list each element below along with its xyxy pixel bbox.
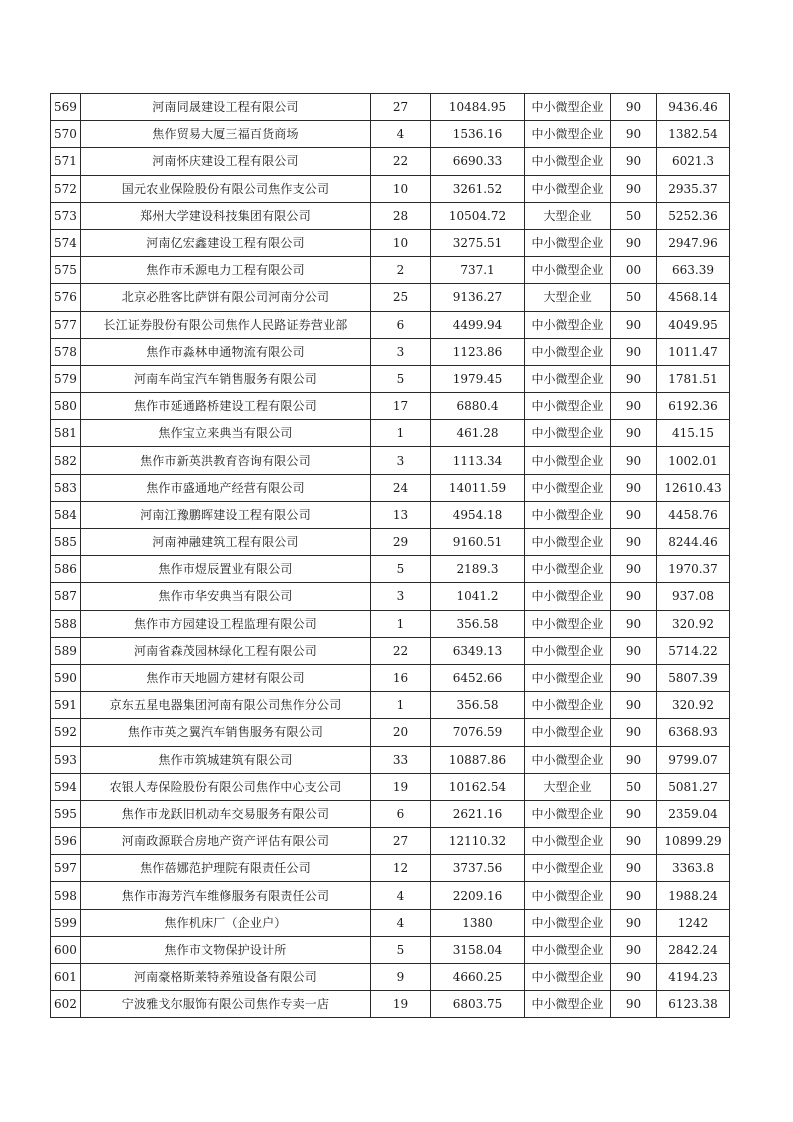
company-name-cell: 宁波雅戈尔服饰有限公司焦作专卖一店 [81, 991, 371, 1018]
rate-cell: 90 [611, 229, 657, 256]
row-number-cell: 602 [51, 991, 81, 1018]
headcount-cell: 27 [371, 828, 431, 855]
headcount-cell: 5 [371, 365, 431, 392]
document-page [50, 93, 729, 1018]
company-name-cell: 河南神融建筑工程有限公司 [81, 529, 371, 556]
subsidy-cell: 5081.27 [657, 773, 730, 800]
headcount-cell: 4 [371, 882, 431, 909]
headcount-cell: 1 [371, 692, 431, 719]
headcount-cell: 12 [371, 855, 431, 882]
company-name-cell: 河南怀庆建设工程有限公司 [81, 148, 371, 175]
rate-cell: 90 [611, 692, 657, 719]
headcount-cell: 17 [371, 393, 431, 420]
rate-cell: 90 [611, 311, 657, 338]
row-number-cell: 593 [51, 746, 81, 773]
rate-cell: 50 [611, 773, 657, 800]
table-row [51, 365, 730, 392]
company-name-cell: 焦作市龙跃旧机动车交易服务有限公司 [81, 800, 371, 827]
company-name-cell: 京东五星电器集团河南有限公司焦作分公司 [81, 692, 371, 719]
row-number-cell: 581 [51, 420, 81, 447]
subsidy-cell: 6368.93 [657, 719, 730, 746]
amount-cell: 1979.45 [431, 365, 525, 392]
company-name-cell: 焦作市煜辰置业有限公司 [81, 556, 371, 583]
row-number-cell: 575 [51, 257, 81, 284]
amount-cell: 9160.51 [431, 529, 525, 556]
company-name-cell: 河南亿宏鑫建设工程有限公司 [81, 229, 371, 256]
enterprise-type-cell: 中小微型企业 [525, 311, 611, 338]
enterprise-type-cell: 中小微型企业 [525, 909, 611, 936]
amount-cell: 1041.2 [431, 583, 525, 610]
company-name-cell: 焦作贸易大厦三福百货商场 [81, 121, 371, 148]
rate-cell: 90 [611, 909, 657, 936]
rate-cell: 90 [611, 882, 657, 909]
rate-cell: 90 [611, 583, 657, 610]
rate-cell: 90 [611, 94, 657, 121]
enterprise-type-cell: 中小微型企业 [525, 556, 611, 583]
amount-cell: 1536.16 [431, 121, 525, 148]
rate-cell: 90 [611, 828, 657, 855]
amount-cell: 3275.51 [431, 229, 525, 256]
subsidy-cell: 12610.43 [657, 474, 730, 501]
enterprise-type-cell: 中小微型企业 [525, 501, 611, 528]
rate-cell: 90 [611, 501, 657, 528]
row-number-cell: 584 [51, 501, 81, 528]
headcount-cell: 1 [371, 610, 431, 637]
subsidy-cell: 5807.39 [657, 664, 730, 691]
amount-cell: 6803.75 [431, 991, 525, 1018]
headcount-cell: 3 [371, 447, 431, 474]
subsidy-cell: 5252.36 [657, 202, 730, 229]
headcount-cell: 33 [371, 746, 431, 773]
amount-cell: 12110.32 [431, 828, 525, 855]
table-row [51, 719, 730, 746]
subsidy-cell: 320.92 [657, 692, 730, 719]
row-number-cell: 596 [51, 828, 81, 855]
subsidy-cell: 4458.76 [657, 501, 730, 528]
headcount-cell: 1 [371, 420, 431, 447]
rate-cell: 90 [611, 148, 657, 175]
row-number-cell: 585 [51, 529, 81, 556]
table-row [51, 773, 730, 800]
amount-cell: 2209.16 [431, 882, 525, 909]
enterprise-type-cell: 中小微型企业 [525, 991, 611, 1018]
table-row [51, 692, 730, 719]
headcount-cell: 2 [371, 257, 431, 284]
enterprise-type-cell: 中小微型企业 [525, 474, 611, 501]
rate-cell: 90 [611, 746, 657, 773]
company-name-cell: 河南江豫鹏晖建设工程有限公司 [81, 501, 371, 528]
amount-cell: 3261.52 [431, 175, 525, 202]
rate-cell: 90 [611, 474, 657, 501]
headcount-cell: 4 [371, 909, 431, 936]
enterprise-type-cell: 中小微型企业 [525, 529, 611, 556]
row-number-cell: 571 [51, 148, 81, 175]
row-number-cell: 574 [51, 229, 81, 256]
table-row [51, 610, 730, 637]
company-name-cell: 河南政源联合房地产资产评估有限公司 [81, 828, 371, 855]
table-row [51, 556, 730, 583]
table-row [51, 175, 730, 202]
headcount-cell: 13 [371, 501, 431, 528]
rate-cell: 90 [611, 936, 657, 963]
table-row [51, 828, 730, 855]
amount-cell: 2621.16 [431, 800, 525, 827]
table-row [51, 991, 730, 1018]
company-name-cell: 农银人寿保险股份有限公司焦作中心支公司 [81, 773, 371, 800]
row-number-cell: 601 [51, 964, 81, 991]
table-row [51, 447, 730, 474]
table-row [51, 311, 730, 338]
table-row [51, 393, 730, 420]
table-row [51, 855, 730, 882]
company-name-cell: 焦作市华安典当有限公司 [81, 583, 371, 610]
subsidy-cell: 4049.95 [657, 311, 730, 338]
row-number-cell: 579 [51, 365, 81, 392]
subsidy-cell: 4568.14 [657, 284, 730, 311]
row-number-cell: 586 [51, 556, 81, 583]
rate-cell: 90 [611, 610, 657, 637]
headcount-cell: 19 [371, 773, 431, 800]
enterprise-type-cell: 中小微型企业 [525, 447, 611, 474]
company-name-cell: 郑州大学建设科技集团有限公司 [81, 202, 371, 229]
amount-cell: 6349.13 [431, 637, 525, 664]
table-row [51, 94, 730, 121]
amount-cell: 356.58 [431, 610, 525, 637]
enterprise-type-cell: 中小微型企业 [525, 393, 611, 420]
subsidy-cell: 9799.07 [657, 746, 730, 773]
rate-cell: 90 [611, 529, 657, 556]
headcount-cell: 20 [371, 719, 431, 746]
headcount-cell: 5 [371, 936, 431, 963]
amount-cell: 10162.54 [431, 773, 525, 800]
table-row [51, 501, 730, 528]
company-name-cell: 河南车尚宝汽车销售服务有限公司 [81, 365, 371, 392]
enterprise-type-cell: 中小微型企业 [525, 420, 611, 447]
headcount-cell: 10 [371, 175, 431, 202]
row-number-cell: 578 [51, 338, 81, 365]
subsidy-cell: 2947.96 [657, 229, 730, 256]
row-number-cell: 577 [51, 311, 81, 338]
table-row [51, 284, 730, 311]
rate-cell: 90 [611, 719, 657, 746]
amount-cell: 461.28 [431, 420, 525, 447]
company-name-cell: 焦作市禾源电力工程有限公司 [81, 257, 371, 284]
row-number-cell: 594 [51, 773, 81, 800]
row-number-cell: 599 [51, 909, 81, 936]
row-number-cell: 582 [51, 447, 81, 474]
company-name-cell: 北京必胜客比萨饼有限公司河南分公司 [81, 284, 371, 311]
row-number-cell: 595 [51, 800, 81, 827]
row-number-cell: 570 [51, 121, 81, 148]
table-row [51, 529, 730, 556]
row-number-cell: 580 [51, 393, 81, 420]
enterprise-type-cell: 中小微型企业 [525, 637, 611, 664]
company-name-cell: 焦作机床厂（企业户） [81, 909, 371, 936]
table-row [51, 746, 730, 773]
subsidy-cell: 1242 [657, 909, 730, 936]
row-number-cell: 597 [51, 855, 81, 882]
table-row [51, 420, 730, 447]
company-name-cell: 焦作市天地圆方建材有限公司 [81, 664, 371, 691]
amount-cell: 10484.95 [431, 94, 525, 121]
subsidy-cell: 320.92 [657, 610, 730, 637]
headcount-cell: 28 [371, 202, 431, 229]
company-name-cell: 焦作市筑城建筑有限公司 [81, 746, 371, 773]
rate-cell: 90 [611, 338, 657, 365]
enterprise-type-cell: 中小微型企业 [525, 121, 611, 148]
amount-cell: 4499.94 [431, 311, 525, 338]
amount-cell: 10887.86 [431, 746, 525, 773]
enterprise-type-cell: 中小微型企业 [525, 94, 611, 121]
headcount-cell: 19 [371, 991, 431, 1018]
headcount-cell: 27 [371, 94, 431, 121]
enterprise-type-cell: 大型企业 [525, 773, 611, 800]
table-row [51, 257, 730, 284]
company-name-cell: 国元农业保险股份有限公司焦作支公司 [81, 175, 371, 202]
table-row [51, 229, 730, 256]
row-number-cell: 600 [51, 936, 81, 963]
headcount-cell: 6 [371, 800, 431, 827]
amount-cell: 1380 [431, 909, 525, 936]
row-number-cell: 598 [51, 882, 81, 909]
company-name-cell: 焦作市海芳汽车维修服务有限责任公司 [81, 882, 371, 909]
table-row [51, 637, 730, 664]
amount-cell: 7076.59 [431, 719, 525, 746]
company-name-cell: 焦作市方园建设工程监理有限公司 [81, 610, 371, 637]
amount-cell: 10504.72 [431, 202, 525, 229]
company-name-cell: 河南豪格斯莱特养殖设备有限公司 [81, 964, 371, 991]
rate-cell: 90 [611, 991, 657, 1018]
subsidy-cell: 6021.3 [657, 148, 730, 175]
enterprise-type-cell: 中小微型企业 [525, 746, 611, 773]
rate-cell: 90 [611, 800, 657, 827]
subsidy-cell: 10899.29 [657, 828, 730, 855]
subsidy-cell: 2359.04 [657, 800, 730, 827]
row-number-cell: 583 [51, 474, 81, 501]
amount-cell: 6690.33 [431, 148, 525, 175]
subsidy-cell: 2842.24 [657, 936, 730, 963]
row-number-cell: 591 [51, 692, 81, 719]
row-number-cell: 569 [51, 94, 81, 121]
company-name-cell: 河南省森茂园林绿化工程有限公司 [81, 637, 371, 664]
enterprise-type-cell: 中小微型企业 [525, 719, 611, 746]
table-row [51, 338, 730, 365]
table-row [51, 148, 730, 175]
subsidy-cell: 937.08 [657, 583, 730, 610]
row-number-cell: 576 [51, 284, 81, 311]
table-body [51, 94, 730, 1018]
rate-cell: 00 [611, 257, 657, 284]
rate-cell: 90 [611, 175, 657, 202]
enterprise-type-cell: 中小微型企业 [525, 610, 611, 637]
amount-cell: 1113.34 [431, 447, 525, 474]
subsidy-cell: 1011.47 [657, 338, 730, 365]
enterprise-type-cell: 中小微型企业 [525, 257, 611, 284]
company-name-cell: 焦作市英之翼汽车销售服务有限公司 [81, 719, 371, 746]
subsidy-cell: 6123.38 [657, 991, 730, 1018]
table-row [51, 909, 730, 936]
enterprise-type-cell: 中小微型企业 [525, 828, 611, 855]
subsidy-cell: 663.39 [657, 257, 730, 284]
headcount-cell: 16 [371, 664, 431, 691]
amount-cell: 14011.59 [431, 474, 525, 501]
subsidy-cell: 1781.51 [657, 365, 730, 392]
company-name-cell: 焦作市新英洪教育咨询有限公司 [81, 447, 371, 474]
subsidy-cell: 5714.22 [657, 637, 730, 664]
headcount-cell: 3 [371, 583, 431, 610]
enterprise-table [50, 93, 730, 1018]
amount-cell: 4660.25 [431, 964, 525, 991]
enterprise-type-cell: 中小微型企业 [525, 692, 611, 719]
headcount-cell: 24 [371, 474, 431, 501]
rate-cell: 50 [611, 284, 657, 311]
subsidy-cell: 1988.24 [657, 882, 730, 909]
enterprise-type-cell: 中小微型企业 [525, 664, 611, 691]
amount-cell: 6452.66 [431, 664, 525, 691]
amount-cell: 356.58 [431, 692, 525, 719]
rate-cell: 90 [611, 447, 657, 474]
headcount-cell: 4 [371, 121, 431, 148]
company-name-cell: 焦作蓓娜范护理院有限责任公司 [81, 855, 371, 882]
headcount-cell: 29 [371, 529, 431, 556]
rate-cell: 90 [611, 855, 657, 882]
enterprise-type-cell: 大型企业 [525, 202, 611, 229]
company-name-cell: 长江证券股份有限公司焦作人民路证券营业部 [81, 311, 371, 338]
company-name-cell: 焦作市淼林申通物流有限公司 [81, 338, 371, 365]
row-number-cell: 573 [51, 202, 81, 229]
enterprise-type-cell: 中小微型企业 [525, 936, 611, 963]
table-row [51, 800, 730, 827]
enterprise-type-cell: 中小微型企业 [525, 964, 611, 991]
table-row [51, 964, 730, 991]
amount-cell: 1123.86 [431, 338, 525, 365]
subsidy-cell: 3363.8 [657, 855, 730, 882]
rate-cell: 90 [611, 664, 657, 691]
company-name-cell: 焦作市文物保护设计所 [81, 936, 371, 963]
headcount-cell: 9 [371, 964, 431, 991]
enterprise-type-cell: 大型企业 [525, 284, 611, 311]
amount-cell: 3158.04 [431, 936, 525, 963]
company-name-cell: 焦作市盛通地产经营有限公司 [81, 474, 371, 501]
enterprise-type-cell: 中小微型企业 [525, 365, 611, 392]
row-number-cell: 589 [51, 637, 81, 664]
row-number-cell: 590 [51, 664, 81, 691]
enterprise-type-cell: 中小微型企业 [525, 338, 611, 365]
headcount-cell: 3 [371, 338, 431, 365]
enterprise-type-cell: 中小微型企业 [525, 855, 611, 882]
subsidy-cell: 415.15 [657, 420, 730, 447]
subsidy-cell: 9436.46 [657, 94, 730, 121]
table-row [51, 474, 730, 501]
rate-cell: 90 [611, 121, 657, 148]
headcount-cell: 10 [371, 229, 431, 256]
subsidy-cell: 6192.36 [657, 393, 730, 420]
enterprise-type-cell: 中小微型企业 [525, 882, 611, 909]
table-row [51, 882, 730, 909]
rate-cell: 90 [611, 365, 657, 392]
subsidy-cell: 4194.23 [657, 964, 730, 991]
headcount-cell: 25 [371, 284, 431, 311]
table-row [51, 936, 730, 963]
amount-cell: 4954.18 [431, 501, 525, 528]
table-row [51, 583, 730, 610]
enterprise-type-cell: 中小微型企业 [525, 175, 611, 202]
headcount-cell: 22 [371, 637, 431, 664]
rate-cell: 90 [611, 637, 657, 664]
rate-cell: 90 [611, 420, 657, 447]
rate-cell: 50 [611, 202, 657, 229]
subsidy-cell: 2935.37 [657, 175, 730, 202]
amount-cell: 6880.4 [431, 393, 525, 420]
enterprise-type-cell: 中小微型企业 [525, 148, 611, 175]
amount-cell: 9136.27 [431, 284, 525, 311]
company-name-cell: 焦作市延通路桥建设工程有限公司 [81, 393, 371, 420]
rate-cell: 90 [611, 964, 657, 991]
amount-cell: 2189.3 [431, 556, 525, 583]
row-number-cell: 588 [51, 610, 81, 637]
headcount-cell: 6 [371, 311, 431, 338]
rate-cell: 90 [611, 556, 657, 583]
amount-cell: 737.1 [431, 257, 525, 284]
row-number-cell: 587 [51, 583, 81, 610]
subsidy-cell: 8244.46 [657, 529, 730, 556]
subsidy-cell: 1002.01 [657, 447, 730, 474]
enterprise-type-cell: 中小微型企业 [525, 229, 611, 256]
rate-cell: 90 [611, 393, 657, 420]
table-row [51, 121, 730, 148]
amount-cell: 3737.56 [431, 855, 525, 882]
enterprise-type-cell: 中小微型企业 [525, 583, 611, 610]
headcount-cell: 22 [371, 148, 431, 175]
table-row [51, 664, 730, 691]
row-number-cell: 592 [51, 719, 81, 746]
table-row [51, 202, 730, 229]
row-number-cell: 572 [51, 175, 81, 202]
enterprise-type-cell: 中小微型企业 [525, 800, 611, 827]
company-name-cell: 焦作宝立来典当有限公司 [81, 420, 371, 447]
company-name-cell: 河南同晟建设工程有限公司 [81, 94, 371, 121]
subsidy-cell: 1382.54 [657, 121, 730, 148]
subsidy-cell: 1970.37 [657, 556, 730, 583]
headcount-cell: 5 [371, 556, 431, 583]
